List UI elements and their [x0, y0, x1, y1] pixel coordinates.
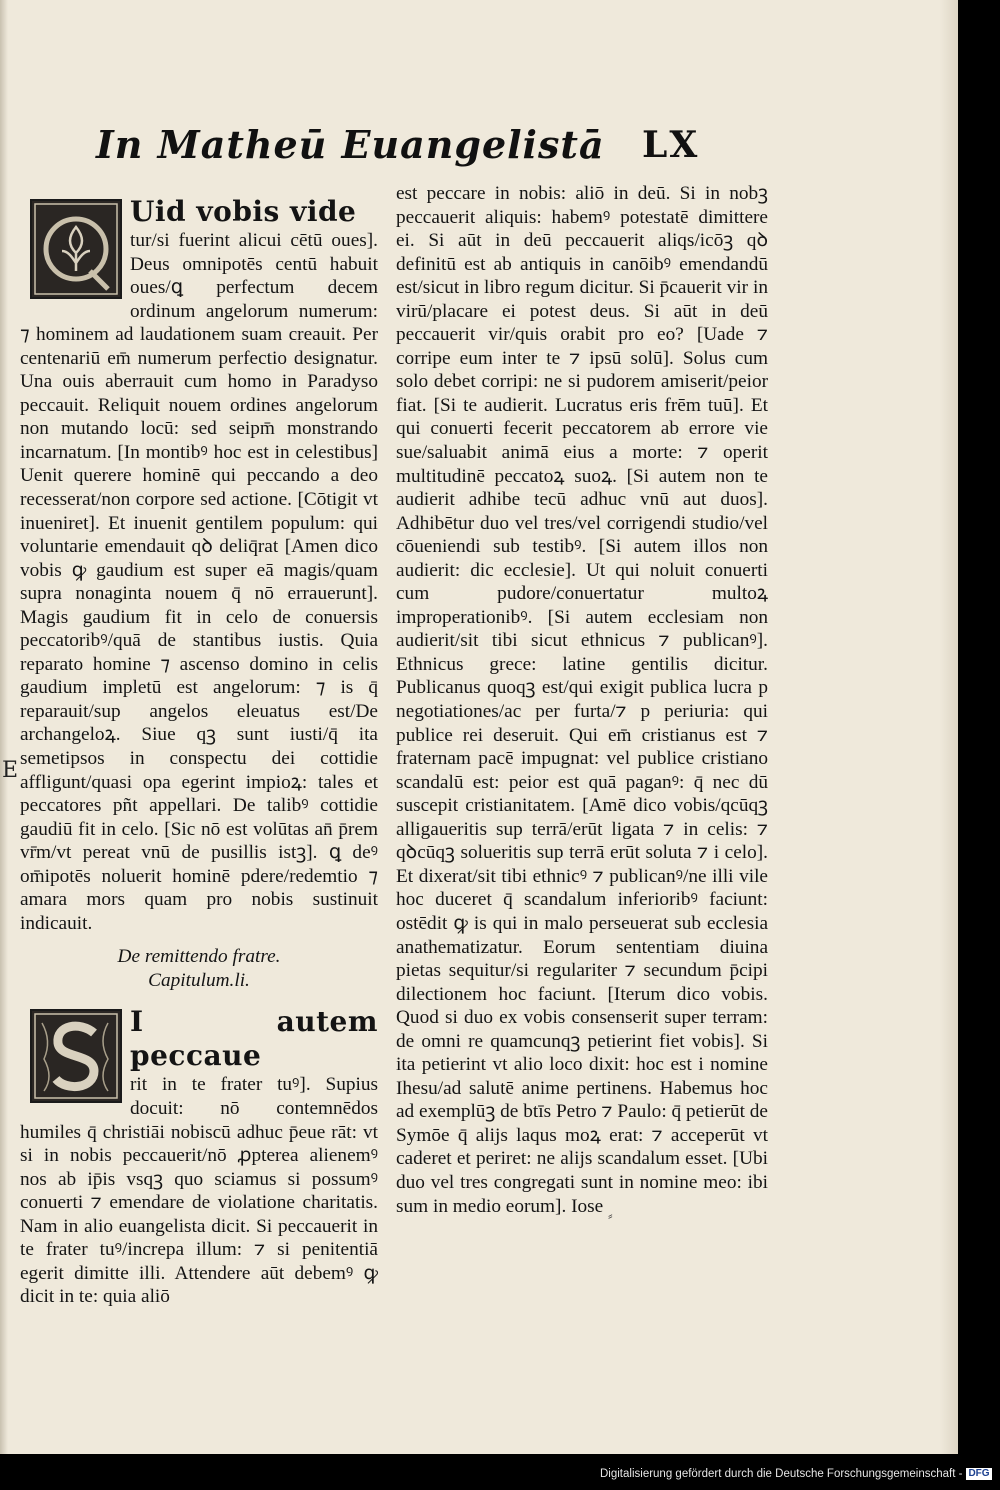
opening-words: I autem peccaue: [130, 1005, 378, 1073]
margin-note: E: [2, 758, 19, 783]
left-column-text-2: rit in te frater tuꝰ]. Supius docuit: nō contemnēdos humiles q̄ christiāi nobiscū adhuc p̄eue rāt: vt si in nobis peccauerit/nō ꝓpterea alienemꝰ nos ab ip̄is vsqꝫ quo sciamus si possumꝰ conuerti ⁊ emendare de violatione charitatis. Nam in alio euangelista dicit. Si peccauerit in te frater tuꝰ/increpa illum: ⁊ si penitentiā egerit dimitte illi. Attendere aūt debemꝰ ꝙ dicit in te: quia aliō: [20, 1074, 378, 1308]
page-spine-shadow: [0, 0, 8, 1454]
left-column-text-1: tur/si fuerint alicui cētū oues]. Deus omnipotēs centū habuit oues/ꝗ perfectum decem ordinum angelorum numerum: ⁊ hominem ad laudationem suam creauit. Per centenariū em̄ numerum perfectio designatur. Una ouis aberrauit cum homo in Paradyso peccauit. Reliquit nouem ordines angelorum non mutando locū: sed seipm̄ monstrando incarnatum. [In montibꝰ hoc est in celestibus] Uenit querere hominē qui peccando a deo recesserat/non corpore sed actione. [Cōtigit vt inueniret]. Et inuenit gentilem populum: qui voluntarie emendauit qꝺ deliq̄rat [Amen dico vobis ꝙ gaudium est super eā magis/quam supra nonaginta nouem q̄ nō errauerunt]. Magis gaudium fit in celo de conuersis peccatoribꝰ/quā de stantibus iustis. Quia reparato homine ⁊ ascenso domino in celis gaudium impletū est angelorum: ⁊ is q̄ reparauit/sup angelos eleuatus est/De archangeloꝝ. Siue qꝫ sunt iusti/q̄ ita semetipsos in conspectu dei cottidie affligunt/quasi opa egerint impioꝝ: tales et peccatores pñt appellari. De talibꝰ cottidie gaudiū fit in celo. [Sic nō est volūtas an̄ p̄rem vr̄m/vt pereat vnū de pusillis istꝫ]. ꝗ deꝰ om̄ipotēs noluerit hominē pdere/redemtio ⁊ amara mors quam pro nobis sustinuit indicauit.: [20, 230, 378, 934]
folio-number: LX: [642, 124, 700, 166]
left-column: [20, 195, 378, 1309]
credit-text: Digitalisierung gefördert durch die Deutsche Forschungsgemeinschaft -: [600, 1468, 963, 1480]
right-column-text: est peccare in nobis: aliō in deū. Si in nobꝫ peccauerit aliquis: habemꝰ potestatē dimittere ei. Si aūt in deū peccauerit aliqs/icōꝫ qꝺ definitū est ab antiquis in canōibꝰ emendandū est/sicut in libro regum dicitur. Si p̄cauerit vir in virū/placare ei potest deus. Si aūt in deū peccauerit vir/quis orabit pro eo? [Uade ⁊ corripe eum inter te ⁊ ipsū solū]. Solus cum solo debet corripi: ne si pudorem amiserit/peior fiat. [Si te audierit. Lucratus eris frēm tuū]. Et qui conuerti fecerit peccatorem ab errore vie sue/saluabit animā eius a morte: ⁊ operit multitudinē peccatoꝝ suoꝝ. [Si autem non te audierit adhibe tecū adhuc vnū aut duos]. Adhibētur duo vel tres/vel corrigendi studio/vel cōueniendi sub testibꝰ. [Si autem illos non audierit: dic ecclesie]. Ut qui noluit conuerti cum pudore/conuertatur multoꝝ improperationibꝰ. [Si autem ecclesiam non audierit/sit tibi sicut ethnicus ⁊ publicanꝰ]. Ethnicus grece: latine gentilis dicitur. Publicanus quoqꝫ est/qui exigit publica lucra p negotiationes/ac per furta/⁊ p periuria: qui publice rei deseruit. Qui em̄ cristianus est ⁊ fraternam pacē impugnat: vel publice cristiano scandalū est: peior est quā paganꝰ: q̄ nec dū suscepit cristianitatem. [Amē dico vobis/qcūqꝫ alligaueritis sup terrā/erūt ligata ⁊ in celis: ⁊ qꝺcūqꝫ solueritis sup terrā erūt soluta ⁊ i celo]. Et dixerat/sit tibi ethnicꝰ ⁊ publicanꝰ/ne illi vile hoc duceret q̄ scandalum inferioribꝰ faciunt: ostēdit ꝙ is qui in malo perseuerat sub ecclesia anathematizatur. Eorum sententiam diuina pietas sequitur/si regulariter ⁊ secundum p̄cipi dilectionem hoc faciunt. [Iterum dico vobis. Quod si duo ex vobis consenserit super terram: de omni re quamcunqꝫ petierint fiet vobis]. Si ita petierint vt alio loco dixit: hoc est i nomine Ihesu/ad salutē anime pertinens. Habemus hoc ad exemplūꝫ de btīs Petro ⁊ Paulo: q̄ petierūt de Symōe q̄ alijs laqus moꝝ erat: ⁊ acceperūt vt caderet et periret: ne alijs scandalum esset. [Ubi duo vel tres congregati sunt in nomine meo: ibi sum in medio eorum]. Iose: [396, 183, 768, 1217]
chapter-heading-line-1: De remittendo fratre.: [117, 946, 281, 968]
page-tail-mark: ⸗: [608, 1208, 613, 1224]
digitization-credit: [600, 1468, 996, 1486]
dfg-logo: DFG: [968, 1468, 990, 1479]
decorated-initial-s: [30, 1009, 122, 1103]
chapter-heading-line-2: Capitulum.li.: [148, 970, 250, 992]
chapter-heading: [20, 945, 378, 993]
page-edge-shadow: [940, 0, 958, 1454]
opening-words: Uid vobis vide: [130, 195, 357, 228]
right-column: [396, 182, 768, 1218]
running-title: In Matheū Euangelistā: [96, 122, 605, 167]
running-header: [96, 122, 736, 182]
decorated-initial-q: [30, 199, 122, 299]
